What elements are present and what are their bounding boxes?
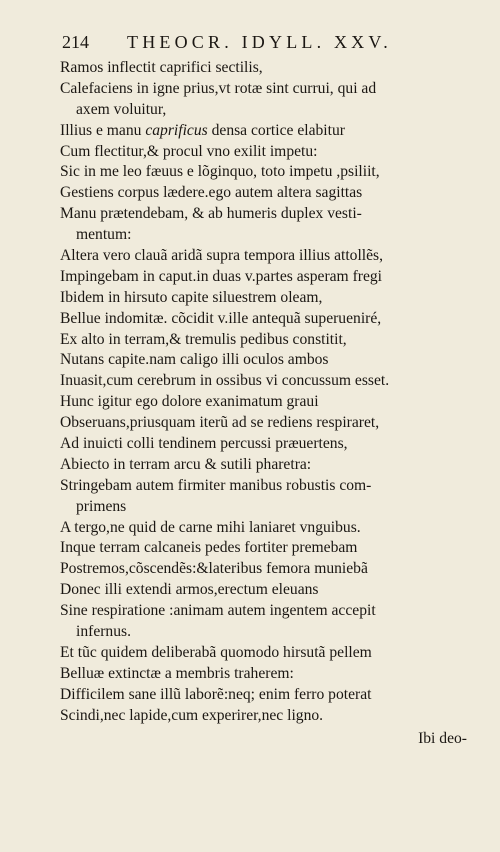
text-line: Manu prætendebam, & ab humeris duplex vesti- — [60, 205, 362, 223]
catchword-line — [60, 727, 475, 751]
text-line: Stringebam autem firmiter manibus robustis com- — [60, 476, 372, 494]
text-line: Ad inuicti colli tendinem percussi præuertens, — [60, 435, 348, 453]
text-line: Ramos inflectit caprifici sectilis, — [60, 59, 263, 76]
catchword: Ibi deo- — [418, 729, 467, 747]
text-line: Obseruans,priusquam iterũ ad se rediens respiraret, — [60, 414, 380, 432]
line-segment: densa cortice elabitur — [207, 121, 345, 139]
text-line: Sic in me leo fæuus e lõginquo, toto impetu ,psiliit, — [60, 163, 380, 181]
text-line: Gestiens corpus lædere.ego autem altera sagittas — [60, 184, 363, 202]
running-title: THEOCR. IDYLL. XXV. — [127, 32, 392, 52]
text-line: mentum: — [76, 226, 132, 244]
text-line: Inuasit,cum cerebrum in ossibus vi concussum esset. — [60, 372, 390, 390]
text-line: A tergo,ne quid de carne mihi laniaret vnguibus. — [60, 518, 361, 536]
text-line: Bellue indomitæ. cõcidit v.ille antequã superueniré, — [60, 309, 382, 327]
text-line: Postremos,cõscendẽs:&lateribus femora muniebã — [60, 560, 368, 578]
text-line — [60, 121, 475, 142]
verse-text — [60, 58, 475, 751]
italic-word: caprificus — [145, 121, 208, 139]
text-line: Scindi,nec lapide,cum experirer,nec ligno. — [60, 706, 324, 724]
page-number: 214 — [62, 32, 89, 52]
text-line: Inque terram calcaneis pedes fortiter premebam — [60, 539, 358, 557]
text-line: Sine respiratione :animam autem ingentem accepit — [60, 602, 376, 620]
text-line: Impingebam in caput.in duas v.partes asperam fregi — [60, 267, 383, 285]
text-line: Cum flectitur,& procul vno exilit impetu: — [60, 142, 318, 160]
text-line: infernus. — [76, 623, 131, 641]
text-line: Donec illi extendi armos,erectum eleuans — [60, 581, 319, 599]
text-line: Hunc igitur ego dolore exanimatum graui — [60, 393, 319, 411]
text-line: Altera vero clauã aridã supra tempora illius attollẽs, — [60, 247, 384, 265]
text-line: Calefaciens in igne prius,vt rotæ sint currui, qui ad — [60, 79, 377, 97]
text-line: Abiecto in terram arcu & sutili pharetra: — [60, 455, 312, 473]
text-line: primens — [76, 497, 127, 515]
text-line: Difficilem sane illũ laborẽ:neq; enim ferro poterat — [60, 685, 372, 703]
line-segment: Illius e manu — [60, 121, 146, 139]
text-line: Nutans capite.nam caligo illi oculos ambos — [60, 351, 329, 369]
running-header — [62, 30, 472, 54]
text-line: Et tũc quidem deliberabã quomodo hirsutã pellem — [60, 643, 372, 661]
text-line: Belluæ extinctæ a membris traherem: — [60, 664, 294, 682]
text-line: axem voluitur, — [76, 100, 167, 118]
text-line: Ibidem in hirsuto capite siluestrem oleam, — [60, 288, 323, 306]
text-line: Ex alto in terram,& tremulis pedibus constitit, — [60, 330, 347, 348]
